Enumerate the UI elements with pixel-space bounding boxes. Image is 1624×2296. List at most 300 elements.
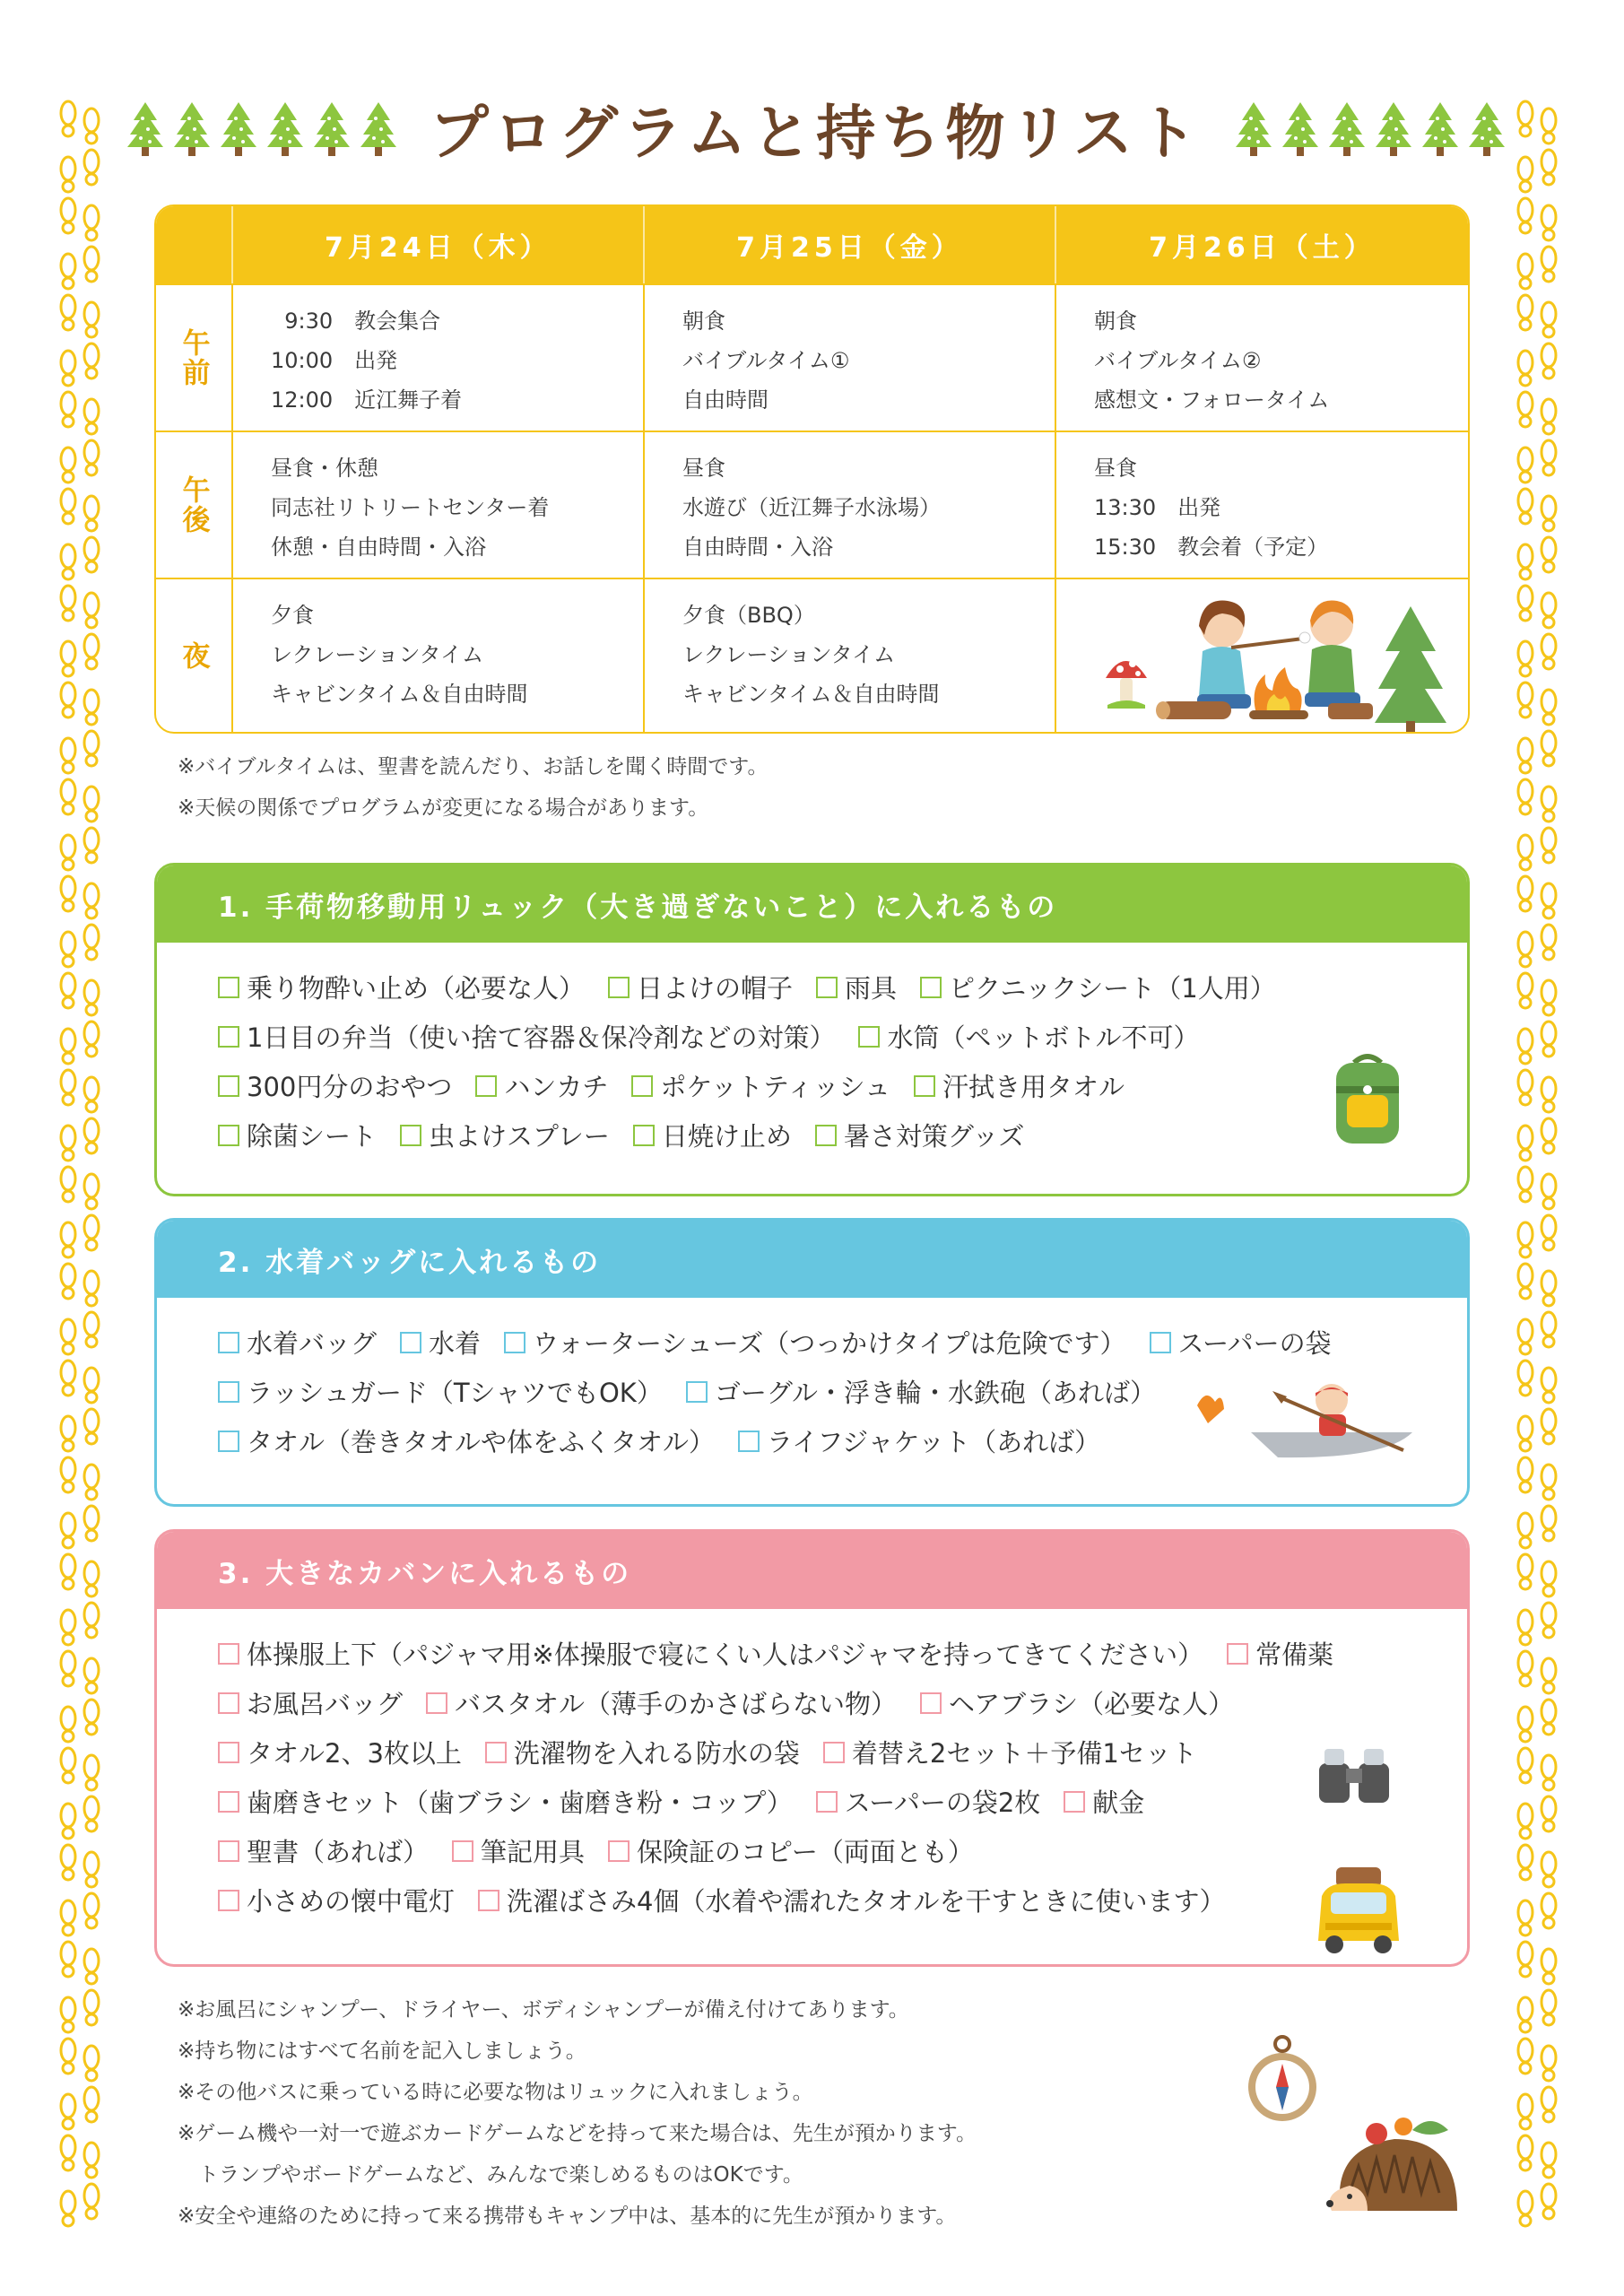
footprint-icon bbox=[61, 392, 99, 434]
footprint-icon bbox=[1518, 1118, 1556, 1161]
section-body bbox=[157, 943, 1467, 1160]
item-line bbox=[218, 1012, 1467, 1061]
section-title: 3. 大きなカバンに入れるもの bbox=[157, 1532, 1467, 1609]
schedule-header bbox=[156, 206, 1468, 283]
tree-icon bbox=[126, 100, 164, 156]
item-label: 着替え2セット＋予備1セット bbox=[851, 1738, 1197, 1769]
footprint-icon bbox=[1518, 489, 1556, 531]
checkbox[interactable] bbox=[816, 977, 838, 998]
footprint-icon bbox=[1518, 731, 1556, 773]
checkbox[interactable] bbox=[920, 977, 942, 998]
footprint-icon bbox=[61, 1457, 99, 1500]
checklist-item[interactable] bbox=[218, 1734, 462, 1770]
footprint-icon bbox=[61, 1070, 99, 1112]
checkbox[interactable] bbox=[218, 1332, 239, 1353]
checkbox[interactable] bbox=[218, 1692, 239, 1714]
checklist-item[interactable] bbox=[815, 1117, 1025, 1153]
footprint-icon bbox=[61, 1845, 99, 1887]
footprint-icon bbox=[1518, 344, 1556, 386]
checklist-item[interactable] bbox=[426, 1684, 897, 1721]
item-label: ヘアブラシ（必要な人） bbox=[949, 1689, 1235, 1719]
item-label: ハンカチ bbox=[504, 1072, 609, 1102]
footer-notes bbox=[178, 1989, 977, 2237]
item-label: 虫よけスプレー bbox=[429, 1121, 610, 1152]
footprint-icon bbox=[1518, 1312, 1556, 1354]
footprint-icon bbox=[61, 925, 99, 967]
tree-icon bbox=[1328, 100, 1366, 156]
footprint-icon bbox=[61, 1118, 99, 1161]
footprint-icon bbox=[61, 150, 99, 192]
checklist-item[interactable] bbox=[858, 1018, 1199, 1055]
footprint-icon bbox=[1518, 2087, 1556, 2129]
tree-row-right bbox=[1235, 100, 1506, 156]
schedule-corner bbox=[156, 206, 233, 283]
footprint-icon bbox=[1518, 1796, 1556, 1839]
footprint-icon bbox=[1518, 828, 1556, 870]
item-label: ウォーターシューズ（つっかけタイプは危険です） bbox=[533, 1328, 1126, 1359]
item-label: 洗濯物を入れる防水の袋 bbox=[513, 1738, 800, 1769]
footprint-icon bbox=[1518, 1506, 1556, 1548]
footprint-icon bbox=[61, 1215, 99, 1257]
schedule-table bbox=[154, 204, 1470, 734]
checklist-item[interactable] bbox=[478, 1882, 1225, 1918]
checklist-item[interactable] bbox=[920, 969, 1276, 1005]
checkbox[interactable] bbox=[608, 977, 630, 998]
tree-icon bbox=[1468, 100, 1506, 156]
schedule-entry: 昼食 bbox=[682, 456, 725, 481]
footprint-icon bbox=[1518, 1990, 1556, 2032]
footprint-icon bbox=[61, 1796, 99, 1839]
checklist-item[interactable] bbox=[475, 1067, 608, 1104]
schedule-entry: バイブルタイム② bbox=[1094, 348, 1262, 373]
checklist-item[interactable] bbox=[218, 1832, 429, 1869]
footprint-icon bbox=[61, 295, 99, 337]
checklist-item[interactable] bbox=[686, 1373, 1156, 1410]
checkbox[interactable] bbox=[218, 1431, 239, 1452]
footprint-icon bbox=[1518, 1457, 1556, 1500]
checkbox[interactable] bbox=[631, 1075, 653, 1097]
footprint-icon bbox=[1518, 586, 1556, 628]
checkbox[interactable] bbox=[686, 1381, 708, 1403]
footprint-icon bbox=[1518, 1264, 1556, 1306]
item-label: 除菌シート bbox=[247, 1121, 378, 1152]
footprint-icon bbox=[61, 1990, 99, 2032]
day-header: 7月24日（木） bbox=[233, 206, 645, 283]
footprint-icon bbox=[61, 1409, 99, 1451]
schedule-entry: 同志社リトリートセンター着 bbox=[271, 495, 550, 520]
item-label: スーパーの袋 bbox=[1177, 1328, 1332, 1359]
item-label: ポケットティッシュ bbox=[660, 1072, 891, 1102]
checkbox[interactable] bbox=[218, 1075, 239, 1097]
section-title: 2. 水着バッグに入れるもの bbox=[157, 1221, 1467, 1298]
checklist-item[interactable] bbox=[218, 1018, 835, 1055]
checkbox[interactable] bbox=[478, 1890, 499, 1911]
checklist-item[interactable] bbox=[1150, 1324, 1332, 1361]
footprint-icon bbox=[61, 634, 99, 676]
schedule-row-night bbox=[156, 578, 1468, 732]
checklist-item[interactable] bbox=[485, 1734, 800, 1770]
checklist-item[interactable] bbox=[218, 1324, 377, 1361]
checkbox[interactable] bbox=[475, 1075, 497, 1097]
item-label: 常備薬 bbox=[1255, 1639, 1334, 1670]
item-label: 乗り物酔い止め（必要な人） bbox=[247, 973, 586, 1004]
item-label: バスタオル（薄手のかさばらない物） bbox=[455, 1689, 898, 1719]
checkbox[interactable] bbox=[218, 1742, 239, 1763]
checklist-item[interactable] bbox=[504, 1324, 1126, 1361]
checklist-item[interactable] bbox=[738, 1422, 1100, 1459]
checkbox[interactable] bbox=[400, 1125, 421, 1146]
item-label: ライフジャケット（あれば） bbox=[767, 1427, 1101, 1457]
item-label: 水着 bbox=[429, 1328, 482, 1359]
checkbox[interactable] bbox=[823, 1742, 845, 1763]
footprint-icon bbox=[61, 731, 99, 773]
footprint-icon bbox=[61, 1603, 99, 1645]
checkbox[interactable] bbox=[218, 1890, 239, 1911]
item-label: 汗拭き用タオル bbox=[942, 1072, 1125, 1102]
list-section-swim-bag bbox=[154, 1218, 1470, 1507]
checkbox[interactable] bbox=[858, 1026, 880, 1048]
checkbox[interactable] bbox=[400, 1332, 421, 1353]
footprint-icon bbox=[61, 1167, 99, 1209]
footprint-icon bbox=[1518, 2135, 1556, 2178]
checkbox[interactable] bbox=[485, 1742, 507, 1763]
period-label: 午前 bbox=[156, 285, 233, 430]
footprint-icon bbox=[61, 1651, 99, 1693]
tree-icon bbox=[1281, 100, 1319, 156]
footprint-icon bbox=[61, 1700, 99, 1742]
backpack-icon bbox=[1327, 1050, 1408, 1149]
schedule-entry: 自由時間・入浴 bbox=[682, 535, 833, 560]
item-label: 雨具 bbox=[845, 973, 898, 1004]
item-label: タオル2、3枚以上 bbox=[247, 1738, 462, 1769]
footprint-icon bbox=[1518, 1554, 1556, 1596]
footprint-icon bbox=[61, 198, 99, 240]
section-title: 1. 手荷物移動用リュック（大き過ぎないこと）に入れるもの bbox=[157, 865, 1467, 943]
item-label: 日よけの帽子 bbox=[637, 973, 794, 1004]
checkbox[interactable] bbox=[218, 1125, 239, 1146]
footprint-icon bbox=[61, 1312, 99, 1354]
footprint-icon bbox=[61, 1264, 99, 1306]
checklist-item[interactable] bbox=[631, 1067, 890, 1104]
footer-note: ※その他バスに乗っている時に必要な物はリュックに入れましょう。 bbox=[178, 2081, 813, 2104]
hedgehog-icon bbox=[1314, 2103, 1475, 2229]
schedule-cell bbox=[645, 285, 1056, 430]
tree-icon bbox=[1235, 100, 1272, 156]
footprint-icon bbox=[1518, 1748, 1556, 1790]
item-line bbox=[218, 1826, 1467, 1875]
footprint-icon bbox=[61, 683, 99, 725]
item-label: 保険証のコピー（両面とも） bbox=[637, 1837, 974, 1867]
checklist-item[interactable] bbox=[218, 1783, 793, 1820]
schedule-entry: 15:30 教会着（予定） bbox=[1094, 535, 1329, 560]
checkbox[interactable] bbox=[218, 1381, 239, 1403]
item-label: 1日目の弁当（使い捨て容器＆保冷剤などの対策） bbox=[247, 1022, 836, 1053]
section-body bbox=[157, 1298, 1467, 1465]
footprint-icon bbox=[61, 2184, 99, 2226]
item-label: スーパーの袋2枚 bbox=[844, 1787, 1041, 1818]
schedule-entry: 自由時間 bbox=[682, 387, 769, 413]
footprint-icon bbox=[1518, 779, 1556, 822]
item-label: ゴーグル・浮き輪・水鉄砲（あれば） bbox=[714, 1378, 1156, 1408]
checkbox[interactable] bbox=[914, 1075, 935, 1097]
checklist-item[interactable] bbox=[1227, 1635, 1333, 1672]
footprints-icon bbox=[1509, 90, 1572, 2242]
tree-icon bbox=[360, 100, 397, 156]
schedule-entry: キャビンタイム＆自由時間 bbox=[271, 682, 528, 707]
footprint-icon bbox=[61, 1893, 99, 1935]
page-title: プログラムと持ち物リスト bbox=[429, 99, 1203, 168]
checkbox[interactable] bbox=[218, 977, 239, 998]
schedule-cell bbox=[233, 432, 645, 578]
item-line bbox=[218, 1061, 1467, 1110]
footprint-icon bbox=[1518, 1845, 1556, 1887]
checkbox[interactable] bbox=[738, 1431, 760, 1452]
schedule-entry: 昼食・休憩 bbox=[271, 456, 378, 481]
checklist-item[interactable] bbox=[218, 1422, 715, 1459]
checklist-item[interactable] bbox=[218, 1882, 455, 1918]
schedule-note: ※天候の関係でプログラムが変更になる場合があります。 bbox=[178, 796, 709, 820]
schedule-cell-illustration bbox=[1056, 579, 1468, 732]
schedule-entry: 13:30 出発 bbox=[1094, 495, 1221, 520]
tree-icon bbox=[1421, 100, 1459, 156]
footprint-icon bbox=[1518, 683, 1556, 725]
item-label: ラッシュガード（TシャツでもOK） bbox=[247, 1378, 663, 1408]
checklist-item[interactable] bbox=[816, 1783, 1041, 1820]
schedule-row-afternoon bbox=[156, 430, 1468, 578]
footprint-icon bbox=[1518, 1942, 1556, 1984]
footprint-icon bbox=[61, 344, 99, 386]
footprint-icon bbox=[1518, 876, 1556, 918]
schedule-entry: 昼食 bbox=[1094, 456, 1137, 481]
footprint-icon bbox=[1518, 440, 1556, 483]
checklist-item[interactable] bbox=[920, 1684, 1234, 1721]
tree-icon bbox=[266, 100, 304, 156]
item-label: 小さめの懐中電灯 bbox=[247, 1886, 456, 1917]
item-label: 日焼け止め bbox=[661, 1121, 792, 1152]
list-section-large-bag bbox=[154, 1529, 1470, 1967]
item-line bbox=[218, 1727, 1467, 1777]
schedule-row-morning bbox=[156, 283, 1468, 430]
title-row bbox=[152, 85, 1480, 170]
footer-note: ※お風呂にシャンプー、ドライヤー、ボディシャンプーが備え付けてあります。 bbox=[178, 1998, 909, 2022]
canoe-illustration-icon bbox=[1188, 1370, 1439, 1468]
checkbox[interactable] bbox=[1150, 1332, 1171, 1353]
tree-icon bbox=[220, 100, 257, 156]
item-label: タオル（巻きタオルや体をふくタオル） bbox=[247, 1427, 716, 1457]
checkbox[interactable] bbox=[218, 1791, 239, 1813]
checklist-item[interactable] bbox=[400, 1117, 610, 1153]
schedule-entry: 9:30 教会集合 bbox=[271, 309, 441, 334]
footprint-icon bbox=[1518, 150, 1556, 192]
checkbox[interactable] bbox=[920, 1692, 942, 1714]
schedule-cell bbox=[233, 285, 645, 430]
item-line bbox=[218, 1875, 1467, 1925]
footprint-icon bbox=[1518, 295, 1556, 337]
checkbox[interactable] bbox=[815, 1125, 837, 1146]
checklist-item[interactable] bbox=[816, 969, 897, 1005]
car-icon bbox=[1309, 1860, 1408, 1959]
schedule-entry: 朝食 bbox=[1094, 309, 1137, 334]
item-label: 300円分のおやつ bbox=[247, 1072, 453, 1102]
binoculars-icon bbox=[1314, 1744, 1394, 1806]
item-label: 聖書（あれば） bbox=[247, 1837, 430, 1867]
footprint-icon bbox=[61, 973, 99, 1015]
footprint-icon bbox=[1518, 198, 1556, 240]
footprint-icon bbox=[1518, 101, 1556, 144]
item-label: 水着バッグ bbox=[247, 1328, 378, 1359]
checkbox[interactable] bbox=[1064, 1791, 1085, 1813]
period-label: 夜 bbox=[156, 579, 233, 732]
checklist-item[interactable] bbox=[218, 1684, 403, 1721]
checklist-item[interactable] bbox=[633, 1117, 792, 1153]
schedule-cell bbox=[1056, 432, 1468, 578]
schedule-entry: 休憩・自由時間・入浴 bbox=[271, 535, 486, 560]
checklist-item[interactable] bbox=[218, 1635, 1203, 1672]
checklist-item[interactable] bbox=[218, 1067, 452, 1104]
footprint-icon bbox=[1518, 1651, 1556, 1693]
checklist-item[interactable] bbox=[914, 1067, 1125, 1104]
checklist-item[interactable] bbox=[608, 969, 793, 1005]
footprint-icon bbox=[61, 2087, 99, 2129]
schedule-note: ※バイブルタイムは、聖書を読んだり、お話しを聞く時間です。 bbox=[178, 755, 769, 778]
footprint-icon bbox=[1518, 1603, 1556, 1645]
footprints-icon bbox=[52, 90, 115, 2242]
footprint-border-left bbox=[52, 90, 115, 2242]
item-label: 歯磨きセット（歯ブラシ・歯磨き粉・コップ） bbox=[247, 1787, 793, 1818]
item-line bbox=[218, 1777, 1467, 1826]
schedule-cell bbox=[645, 579, 1056, 732]
footprint-icon bbox=[61, 247, 99, 289]
footprint-icon bbox=[61, 101, 99, 144]
footprint-icon bbox=[61, 1748, 99, 1790]
checklist-item[interactable] bbox=[400, 1324, 481, 1361]
footprint-icon bbox=[61, 876, 99, 918]
checkbox[interactable] bbox=[504, 1332, 525, 1353]
checklist-item[interactable] bbox=[218, 969, 585, 1005]
footprint-icon bbox=[61, 1506, 99, 1548]
schedule-entry: バイブルタイム① bbox=[682, 348, 850, 373]
tree-row-left bbox=[126, 100, 397, 156]
footprint-icon bbox=[1518, 1893, 1556, 1935]
footprint-icon bbox=[1518, 2184, 1556, 2226]
list-section-backpack bbox=[154, 863, 1470, 1196]
footprint-icon bbox=[61, 489, 99, 531]
footprint-icon bbox=[1518, 537, 1556, 579]
footprint-icon bbox=[1518, 1022, 1556, 1064]
schedule-entry: レクレーションタイム bbox=[271, 642, 484, 667]
checkbox[interactable] bbox=[218, 1643, 239, 1665]
day-header: 7月25日（金） bbox=[645, 206, 1056, 283]
item-line bbox=[218, 1110, 1467, 1160]
footer-note: ※ゲーム機や一対一で遊ぶカードゲームなどを持って来た場合は、先生が預かります。 bbox=[178, 2122, 977, 2145]
checklist-item[interactable] bbox=[218, 1117, 377, 1153]
footprint-icon bbox=[61, 1022, 99, 1064]
checkbox[interactable] bbox=[426, 1692, 447, 1714]
schedule-entry: 水遊び（近江舞子水泳場） bbox=[682, 495, 941, 520]
checkbox[interactable] bbox=[218, 1840, 239, 1862]
footer-note: トランプやボードゲームなど、みんなで楽しめるものはOKです。 bbox=[178, 2163, 803, 2187]
checklist-item[interactable] bbox=[1064, 1783, 1144, 1820]
checkbox[interactable] bbox=[218, 1026, 239, 1048]
footprint-icon bbox=[61, 586, 99, 628]
schedule-entry: キャビンタイム＆自由時間 bbox=[682, 682, 940, 707]
footprint-icon bbox=[1518, 1361, 1556, 1403]
item-label: 献金 bbox=[1092, 1787, 1145, 1818]
schedule-cell bbox=[1056, 285, 1468, 430]
footprint-icon bbox=[61, 537, 99, 579]
tree-icon bbox=[1375, 100, 1412, 156]
footprint-icon bbox=[61, 2135, 99, 2178]
period-label: 午後 bbox=[156, 432, 233, 578]
schedule-entry: 夕食 bbox=[271, 603, 314, 628]
checkbox[interactable] bbox=[1227, 1643, 1248, 1665]
schedule-cell bbox=[233, 579, 645, 732]
schedule-entry: 夕食（BBQ） bbox=[682, 603, 815, 628]
section-body bbox=[157, 1609, 1467, 1925]
schedule-entry: 朝食 bbox=[682, 309, 725, 334]
checklist-item[interactable] bbox=[823, 1734, 1197, 1770]
checkbox[interactable] bbox=[452, 1840, 473, 1862]
footprint-icon bbox=[61, 1361, 99, 1403]
tree-icon bbox=[173, 100, 211, 156]
item-line bbox=[218, 1318, 1467, 1367]
checkbox[interactable] bbox=[608, 1840, 630, 1862]
footprint-icon bbox=[1518, 1700, 1556, 1742]
item-label: 暑さ対策グッズ bbox=[843, 1121, 1025, 1152]
footprint-icon bbox=[1518, 973, 1556, 1015]
checklist-item[interactable] bbox=[452, 1832, 585, 1869]
footprint-icon bbox=[1518, 634, 1556, 676]
day-header: 7月26日（土） bbox=[1149, 232, 1376, 264]
schedule-cell bbox=[645, 432, 1056, 578]
footprint-icon bbox=[61, 1942, 99, 1984]
item-label: 洗濯ばさみ4個（水着や濡れたタオルを干すときに使います） bbox=[507, 1886, 1226, 1917]
footprint-icon bbox=[1518, 925, 1556, 967]
tree-icon bbox=[313, 100, 351, 156]
compass-icon bbox=[1242, 2031, 1323, 2130]
footprint-icon bbox=[1518, 2039, 1556, 2081]
footprint-icon bbox=[1518, 1070, 1556, 1112]
footprint-icon bbox=[1518, 1167, 1556, 1209]
item-line bbox=[218, 1678, 1467, 1727]
footprint-icon bbox=[61, 779, 99, 822]
checklist-item[interactable] bbox=[608, 1832, 974, 1869]
footprint-border-right bbox=[1509, 90, 1572, 2242]
checkbox[interactable] bbox=[633, 1125, 655, 1146]
item-label: ピクニックシート（1人用） bbox=[949, 973, 1276, 1004]
item-line bbox=[218, 1629, 1467, 1678]
schedule-entry: 感想文・フォロータイム bbox=[1094, 387, 1330, 413]
footer-note: ※安全や連絡のために持って来る携帯もキャンプ中は、基本的に先生が預かります。 bbox=[178, 2205, 957, 2228]
schedule-entry: レクレーションタイム bbox=[682, 642, 896, 667]
checkbox[interactable] bbox=[816, 1791, 838, 1813]
schedule-entry: 10:00 出発 bbox=[271, 348, 398, 373]
footprint-icon bbox=[1518, 392, 1556, 434]
footprint-icon bbox=[1518, 1409, 1556, 1451]
item-label: お風呂バッグ bbox=[247, 1689, 404, 1719]
footprint-icon bbox=[61, 1554, 99, 1596]
footprint-icon bbox=[61, 440, 99, 483]
footprint-icon bbox=[61, 2039, 99, 2081]
item-label: 水筒（ペットボトル不可） bbox=[887, 1022, 1200, 1053]
footprint-icon bbox=[1518, 1215, 1556, 1257]
footprint-icon bbox=[1518, 247, 1556, 289]
checklist-item[interactable] bbox=[218, 1373, 663, 1410]
item-line bbox=[218, 962, 1467, 1012]
schedule-entry: 12:00 近江舞子着 bbox=[271, 387, 463, 413]
footer-note: ※持ち物にはすべて名前を記入しましょう。 bbox=[178, 2039, 586, 2063]
footprint-icon bbox=[61, 828, 99, 870]
